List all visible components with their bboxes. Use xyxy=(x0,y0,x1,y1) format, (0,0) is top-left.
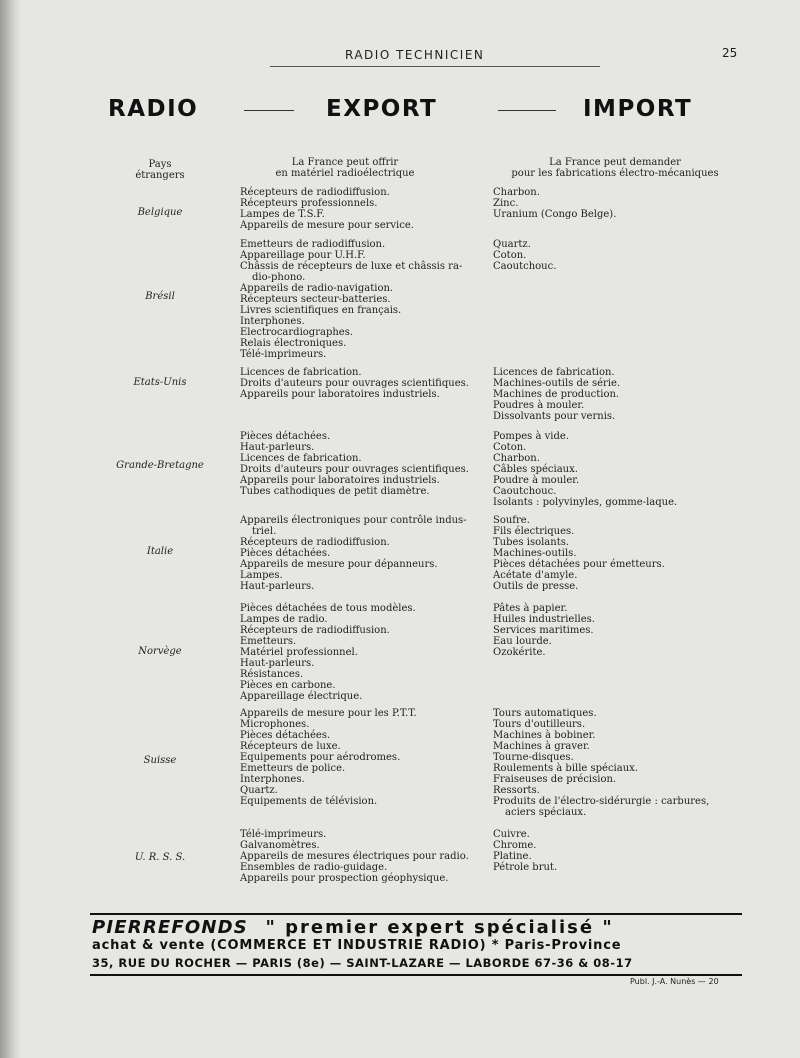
demand-item: Isolants : polyvinyles, gomme-laque. xyxy=(493,497,678,508)
demand-item: Tourne-disques. xyxy=(493,752,574,763)
offer-item: Haut-parleurs. xyxy=(240,442,315,453)
publicity-note: Publ. J.-A. Nunès — 20 xyxy=(630,977,719,986)
offer-item: Récepteurs professionnels. xyxy=(240,198,378,209)
advert-rule-top xyxy=(90,913,742,915)
offer-list xyxy=(240,367,490,400)
advert-slogan: " premier expert spécialisé " xyxy=(265,917,614,938)
demand-item: Licences de fabrication. xyxy=(493,367,615,378)
offer-item: dio-phono. xyxy=(252,272,306,283)
demand-list xyxy=(493,515,743,592)
offer-item: Relais électroniques. xyxy=(240,338,347,349)
advert-brand: PIERREFONDS xyxy=(92,917,248,938)
demand-item: Quartz. xyxy=(493,239,531,250)
country-name: Norvège xyxy=(138,646,182,657)
demand-item: Chrome. xyxy=(493,840,537,851)
offer-item: Emetteurs de police. xyxy=(240,763,346,774)
banner-dash-left xyxy=(244,110,294,111)
demand-item: Dissolvants pour vernis. xyxy=(493,411,616,422)
binding-shadow xyxy=(0,0,22,1058)
demand-item: Fils électriques. xyxy=(493,526,575,537)
demand-item: Charbon. xyxy=(493,453,540,464)
column-head-offer: La France peut offrir en matériel radioélectrique xyxy=(275,157,415,179)
offer-item: Pièces détachées. xyxy=(240,431,331,442)
offer-item: Haut-parleurs. xyxy=(240,581,315,592)
demand-list xyxy=(493,239,743,272)
offer-item: Appareils de mesure pour service. xyxy=(240,220,414,231)
advert-rule-bottom xyxy=(90,974,742,976)
country-name: Grande-Bretagne xyxy=(116,460,204,471)
country-name: Suisse xyxy=(143,755,177,766)
demand-item: Soufre. xyxy=(493,515,530,526)
demand-item: Huiles industrielles. xyxy=(493,614,595,625)
offer-item: Ensembles de radio-guidage. xyxy=(240,862,388,873)
demand-item: Caoutchouc. xyxy=(493,261,557,272)
demand-item: Machines à graver. xyxy=(493,741,590,752)
offer-item: Résistances. xyxy=(240,669,304,680)
offer-item: Emetteurs de radiodiffusion. xyxy=(240,239,386,250)
demand-item: Cuivre. xyxy=(493,829,530,840)
column-head-country: Pays étrangers xyxy=(135,159,185,181)
demand-item: Poudre à mouler. xyxy=(493,475,580,486)
offer-item: Interphones. xyxy=(240,774,305,785)
offer-list xyxy=(240,829,490,884)
offer-item: Microphones. xyxy=(240,719,310,730)
offer-item: Appareils électroniques pour contrôle indus- xyxy=(240,515,467,526)
offer-item: Appareils pour laboratoires industriels. xyxy=(240,389,440,400)
offer-item: Récepteurs de radiodiffusion. xyxy=(240,537,390,548)
offer-item: Emetteurs. xyxy=(240,636,297,647)
demand-item: Fraiseuses de précision. xyxy=(493,774,617,785)
demand-item: Tours automatiques. xyxy=(493,708,597,719)
banner-radio: RADIO xyxy=(108,96,199,122)
offer-item: Matériel professionnel. xyxy=(240,647,358,658)
offer-item: Equipements pour aérodromes. xyxy=(240,752,401,763)
demand-item: Machines-outils. xyxy=(493,548,577,559)
offer-item: Récepteurs de radiodiffusion. xyxy=(240,625,390,636)
offer-item: Electrocardiographes. xyxy=(240,327,354,338)
offer-item: Télé-imprimeurs. xyxy=(240,829,327,840)
country-name: Italie xyxy=(146,546,174,557)
demand-item: Machines à bobiner. xyxy=(493,730,596,741)
offer-list xyxy=(240,708,490,807)
demand-item: Eau lourde. xyxy=(493,636,552,647)
running-title: RADIO TECHNICIEN xyxy=(345,48,485,62)
demand-item: Acétate d'amyle. xyxy=(493,570,578,581)
demand-item: Machines de production. xyxy=(493,389,620,400)
offer-item: Pièces détachées. xyxy=(240,548,331,559)
offer-item: Appareils pour laboratoires industriels. xyxy=(240,475,440,486)
offer-item: Récepteurs de radiodiffusion. xyxy=(240,187,390,198)
demand-item: Tubes isolants. xyxy=(493,537,570,548)
offer-item: Appareils de radio-navigation. xyxy=(240,283,394,294)
offer-item: Récepteurs secteur-batteries. xyxy=(240,294,391,305)
banner-dash-right xyxy=(498,110,556,111)
demand-item: aciers spéciaux. xyxy=(505,807,587,818)
offer-item: Droits d'auteurs pour ouvrages scientifiques. xyxy=(240,378,469,389)
offer-item: Licences de fabrication. xyxy=(240,453,362,464)
offer-item: Equipements de télévision. xyxy=(240,796,378,807)
country-name: Etats-Unis xyxy=(133,377,187,388)
offer-list xyxy=(240,239,490,360)
offer-item: Appareils de mesures électriques pour radio. xyxy=(240,851,469,862)
demand-list xyxy=(493,603,743,658)
demand-item: Coton. xyxy=(493,250,527,261)
banner-import: IMPORT xyxy=(583,96,693,122)
demand-item: Zinc. xyxy=(493,198,519,209)
offer-item: Pièces détachées de tous modèles. xyxy=(240,603,416,614)
offer-item: Pièces détachées. xyxy=(240,730,331,741)
column-head-demand: La France peut demander pour les fabrications électro-mécaniques xyxy=(511,157,719,179)
demand-item: Ressorts. xyxy=(493,785,540,796)
demand-list xyxy=(493,187,743,220)
offer-item: Appareils pour prospection géophysique. xyxy=(240,873,449,884)
offer-item: Galvanomètres. xyxy=(240,840,320,851)
advert-address: 35, RUE DU ROCHER — PARIS (8e) — SAINT-LAZARE — LABORDE 67-36 & 08-17 xyxy=(92,956,633,970)
advert-line-2: achat & vente (COMMERCE ET INDUSTRIE RADIO) * Paris-Province xyxy=(92,938,622,953)
offer-item: Appareillage électrique. xyxy=(240,691,363,702)
offer-list xyxy=(240,603,490,702)
offer-item: Quartz. xyxy=(240,785,278,796)
demand-item: Coton. xyxy=(493,442,527,453)
demand-list xyxy=(493,367,743,422)
offer-item: Lampes de T.S.F. xyxy=(240,209,325,220)
country-name: U. R. S. S. xyxy=(134,852,186,863)
offer-item: Télé-imprimeurs. xyxy=(240,349,327,360)
offer-list xyxy=(240,187,490,231)
header-rule xyxy=(270,66,600,67)
offer-item: Licences de fabrication. xyxy=(240,367,362,378)
advert-headline xyxy=(92,917,614,938)
demand-item: Produits de l'électro-sidérurgie : carbures, xyxy=(493,796,710,807)
demand-item: Machines-outils de série. xyxy=(493,378,621,389)
offer-item: Châssis de récepteurs de luxe et châssis ra- xyxy=(240,261,463,272)
demand-item: Ozokérite. xyxy=(493,647,546,658)
offer-list xyxy=(240,431,490,497)
demand-item: Platine. xyxy=(493,851,532,862)
demand-item: Tours d'outilleurs. xyxy=(493,719,586,730)
offer-item: Livres scientifiques en français. xyxy=(240,305,402,316)
demand-item: Caoutchouc. xyxy=(493,486,557,497)
offer-item: Droits d'auteurs pour ouvrages scientifiques. xyxy=(240,464,469,475)
offer-item: Interphones. xyxy=(240,316,305,327)
offer-item: Récepteurs de luxe. xyxy=(240,741,341,752)
demand-list xyxy=(493,431,743,508)
demand-item: Outils de presse. xyxy=(493,581,579,592)
demand-item: Services maritimes. xyxy=(493,625,594,636)
offer-item: Haut-parleurs. xyxy=(240,658,315,669)
offer-item: Appareils de mesure pour dépanneurs. xyxy=(240,559,438,570)
demand-item: Poudres à mouler. xyxy=(493,400,585,411)
offer-item: Tubes cathodiques de petit diamètre. xyxy=(240,486,430,497)
demand-item: Roulements à bille spéciaux. xyxy=(493,763,638,774)
offer-item: Pièces en carbone. xyxy=(240,680,336,691)
demand-item: Charbon. xyxy=(493,187,540,198)
offer-item: Appareillage pour U.H.F. xyxy=(240,250,366,261)
demand-item: Câbles spéciaux. xyxy=(493,464,578,475)
demand-list xyxy=(493,829,743,873)
offer-item: Lampes de radio. xyxy=(240,614,328,625)
offer-item: Lampes. xyxy=(240,570,283,581)
offer-item: Appareils de mesure pour les P.T.T. xyxy=(240,708,417,719)
demand-item: Uranium (Congo Belge). xyxy=(493,209,617,220)
demand-item: Pompes à vide. xyxy=(493,431,569,442)
demand-list xyxy=(493,708,743,818)
demand-item: Pétrole brut. xyxy=(493,862,558,873)
demand-item: Pièces détachées pour émetteurs. xyxy=(493,559,665,570)
offer-list xyxy=(240,515,490,592)
country-name: Brésil xyxy=(145,291,175,302)
demand-item: Pâtes à papier. xyxy=(493,603,568,614)
page-number: 25 xyxy=(722,46,738,60)
banner-export: EXPORT xyxy=(326,96,438,122)
country-name: Belgique xyxy=(137,207,183,218)
offer-item: triel. xyxy=(252,526,277,537)
